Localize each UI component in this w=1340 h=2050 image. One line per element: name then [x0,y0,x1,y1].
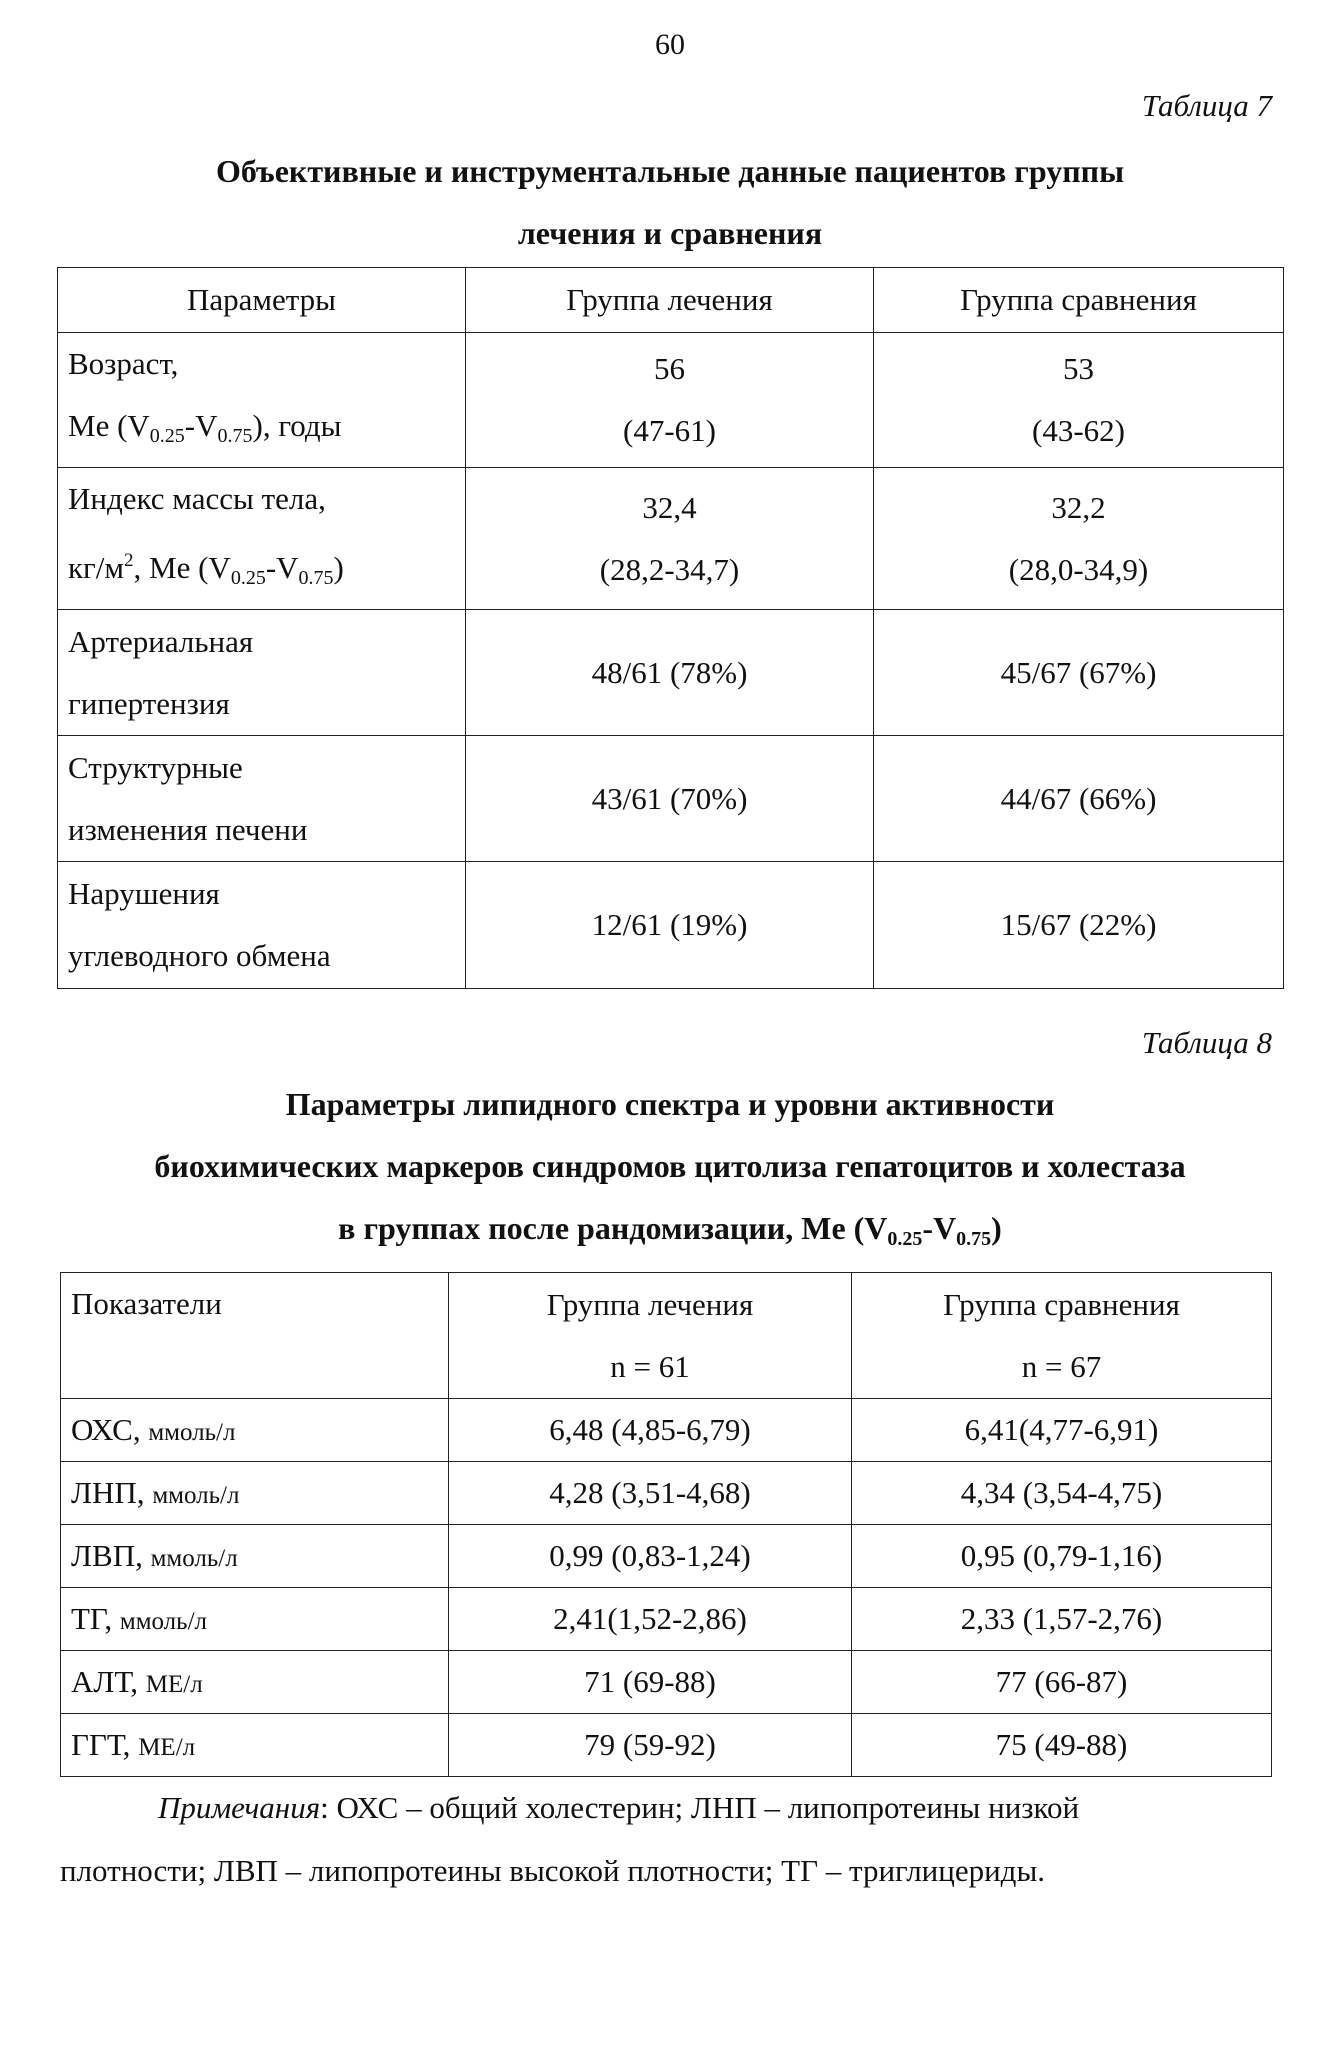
table7-header-params: Параметры [58,268,466,333]
table8 [60,1272,1272,1777]
treatment-cell: 6,48 (4,85-6,79) [449,1399,852,1462]
table7-title [60,140,1280,264]
page-number: 60 [655,28,685,61]
param-cell: Структурные изменения печени [58,736,466,862]
comparison-cell: 4,34 (3,54-4,75) [852,1462,1272,1525]
table7-title-line2: лечения и сравнения [517,215,823,251]
table-row [58,736,1284,862]
treatment-cell: 56 (47-61) [466,333,874,468]
treatment-cell: 32,4 (28,2-34,7) [466,468,874,610]
table-row [61,1399,1272,1462]
note-label: Примечания [158,1790,321,1825]
comparison-cell: 32,2 (28,0-34,9) [874,468,1284,610]
param-cell: Артериальная гипертензия [58,610,466,736]
treatment-cell: 4,28 (3,51-4,68) [449,1462,852,1525]
param-cell: ЛНП, ммоль/л [61,1462,449,1525]
param-cell: ЛВП, ммоль/л [61,1525,449,1588]
param-cell: Индекс массы тела, $кг/м^2$, Me $(V_{0.25}-V_{0.75})$ [58,468,466,610]
table-row [61,1588,1272,1651]
table-row [61,1525,1272,1588]
table-row [58,862,1284,989]
table8-header-comparison: Группа сравнения n = 67 [852,1273,1272,1399]
treatment-cell: 79 (59-92) [449,1714,852,1777]
table8-title-line2: биохимических маркеров синдромов цитолиза гепатоцитов и холестаза [154,1148,1186,1184]
table8-title-line3: в группах после рандомизации, Me $(V_{0.25}-V_{0.75})$ [338,1210,1002,1250]
comparison-cell: 44/67 (66%) [874,736,1284,862]
comparison-cell: 75 (49-88) [852,1714,1272,1777]
treatment-cell: 43/61 (70%) [466,736,874,862]
table8-header-row [61,1273,1272,1399]
table7-label: Таблица 7 [1141,88,1272,123]
param-cell: АЛТ, МЕ/л [61,1651,449,1714]
comparison-cell: 0,95 (0,79-1,16) [852,1525,1272,1588]
table-row [61,1651,1272,1714]
table-row [58,333,1284,468]
comparison-cell: 53 (43-62) [874,333,1284,468]
table-row [61,1714,1272,1777]
note-text-line2: плотности; ЛВП – липопротеины высокой плотности; ТГ – триглицериды. [60,1853,1046,1888]
table7 [57,267,1284,989]
param-cell: Возраст, Me $(V_{0.25}-V_{0.75})$, годы [58,333,466,468]
table8-title-line1: Параметры липидного спектра и уровни активности [285,1086,1055,1122]
comparison-cell: 77 (66-87) [852,1651,1272,1714]
table8-header-treatment: Группа лечения n = 61 [449,1273,852,1399]
table-row [58,610,1284,736]
comparison-cell: 15/67 (22%) [874,862,1284,989]
table-row [61,1462,1272,1525]
table8-label: Таблица 8 [1141,1025,1272,1060]
treatment-cell: 48/61 (78%) [466,610,874,736]
table-row [58,468,1284,610]
table8-header-params: Показатели [61,1273,449,1399]
table8-title [60,1073,1280,1270]
treatment-cell: 12/61 (19%) [466,862,874,989]
table8-note [60,1776,1270,1902]
comparison-cell: 45/67 (67%) [874,610,1284,736]
comparison-cell: 2,33 (1,57-2,76) [852,1588,1272,1651]
param-cell: ТГ, ммоль/л [61,1588,449,1651]
note-text-line1: : ОХС – общий холестерин; ЛНП – липопротеины низкой [320,1790,1080,1825]
param-cell: Нарушения углеводного обмена [58,862,466,989]
treatment-cell: 0,99 (0,83-1,24) [449,1525,852,1588]
table7-title-line1: Объективные и инструментальные данные пациентов группы [215,153,1125,189]
param-cell: ГГТ, МЕ/л [61,1714,449,1777]
treatment-cell: 2,41(1,52-2,86) [449,1588,852,1651]
param-cell: ОХС, ммоль/л [61,1399,449,1462]
treatment-cell: 71 (69-88) [449,1651,852,1714]
table7-header-comparison: Группа сравнения [874,268,1284,333]
table7-header-treatment: Группа лечения [466,268,874,333]
comparison-cell: 6,41(4,77-6,91) [852,1399,1272,1462]
table7-header-row [58,268,1284,333]
